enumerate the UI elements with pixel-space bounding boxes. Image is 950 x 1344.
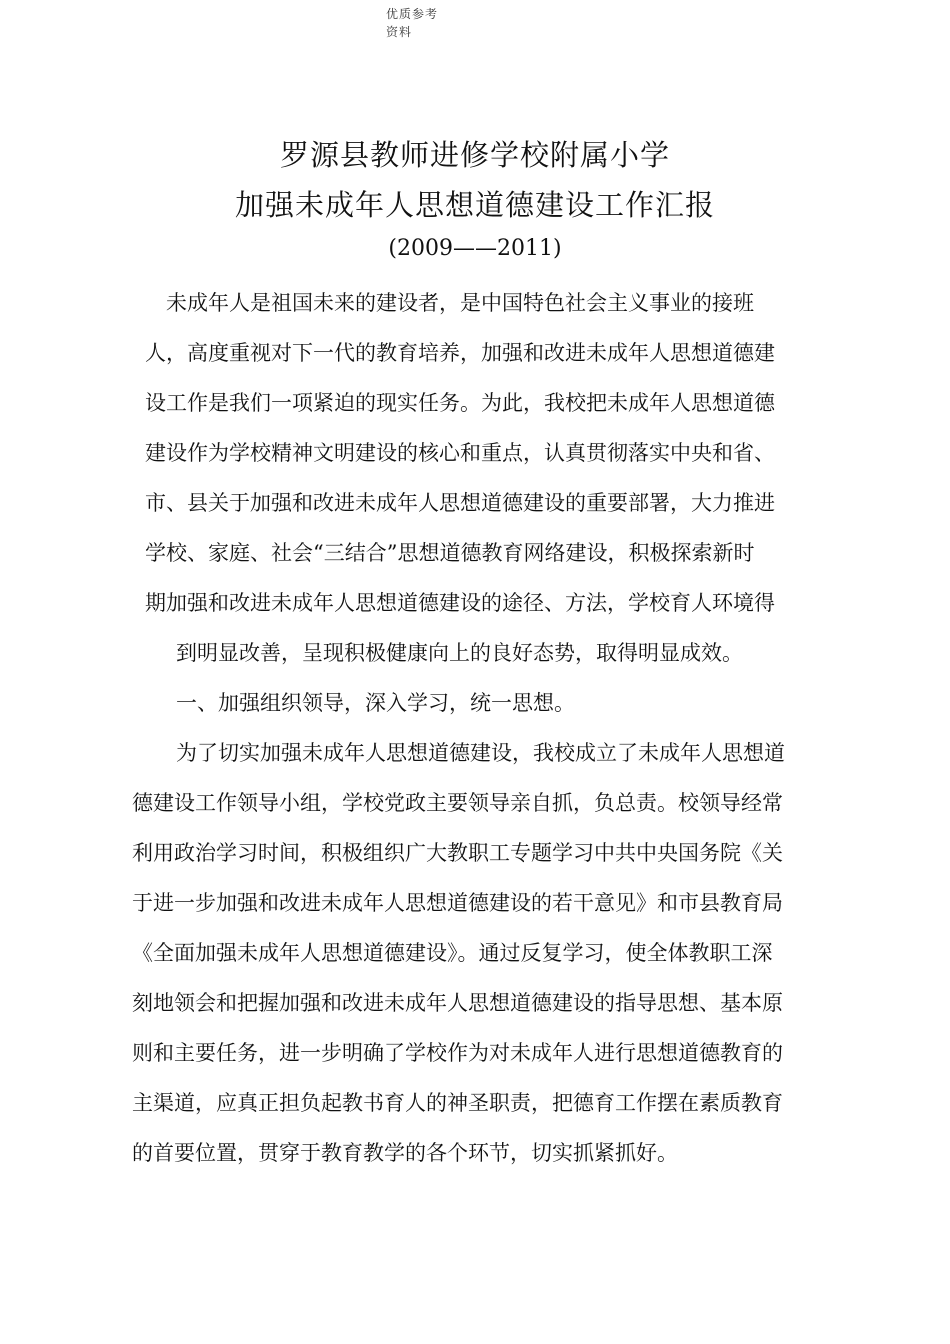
intro-line: 建设作为学校精神文明建设的核心和重点，认真贯彻落实中央和省、 [145, 441, 775, 465]
intro-line: 期加强和改进未成年人思想道德建设的途径、方法，学校育人环境得 [145, 591, 775, 615]
section-line: 刻地领会和把握加强和改进未成年人思想道德建设的指导思想、基本原 [132, 991, 783, 1015]
document-title-line-2: 加强未成年人思想道德建设工作汇报 [234, 188, 715, 222]
intro-line: 学校、家庭、社会“三结合”思想道德教育网络建设，积极探索新时 [145, 541, 755, 565]
intro-line: 到明显改善，呈现积极健康向上的良好态势，取得明显成效。 [176, 641, 743, 665]
section-line: 为了切实加强未成年人思想道德建设，我校成立了未成年人思想道 [176, 741, 785, 765]
section-heading: 一、加强组织领导，深入学习，统一思想。 [176, 691, 575, 715]
section-line: 《全面加强未成年人思想道德建设》。通过反复学习，使全体教职工深 [132, 941, 773, 965]
document-title-line-1: 罗源县教师进修学校附属小学 [279, 138, 670, 172]
date-range: (2009——2011) [388, 236, 562, 261]
section-line: 主渠道，应真正担负起教书育人的神圣职责，把德育工作摆在素质教育 [132, 1091, 783, 1115]
section-line: 则和主要任务，进一步明确了学校作为对未成年人进行思想道德教育的 [132, 1041, 783, 1065]
intro-line: 设工作是我们一项紧迫的现实任务。为此，我校把未成年人思想道德 [145, 391, 775, 415]
section-line: 德建设工作领导小组，学校党政主要领导亲自抓，负总责。校领导经常 [132, 791, 783, 815]
section-line: 利用政治学习时间，积极组织广大教职工专题学习中共中央国务院《关 [132, 841, 783, 865]
intro-line: 市、县关于加强和改进未成年人思想道德建设的重要部署，大力推进 [145, 491, 775, 515]
intro-line: 人，高度重视对下一代的教育培养，加强和改进未成年人思想道德建 [145, 341, 775, 365]
header-note: 优质参考资料 [386, 7, 439, 39]
section-line: 的首要位置，贯穿于教育教学的各个环节，切实抓紧抓好。 [132, 1141, 678, 1165]
intro-line: 未成年人是祖国未来的建设者，是中国特色社会主义事业的接班 [166, 291, 754, 315]
section-line: 于进一步加强和改进未成年人思想道德建设的若干意见》和市县教育局 [132, 891, 783, 915]
